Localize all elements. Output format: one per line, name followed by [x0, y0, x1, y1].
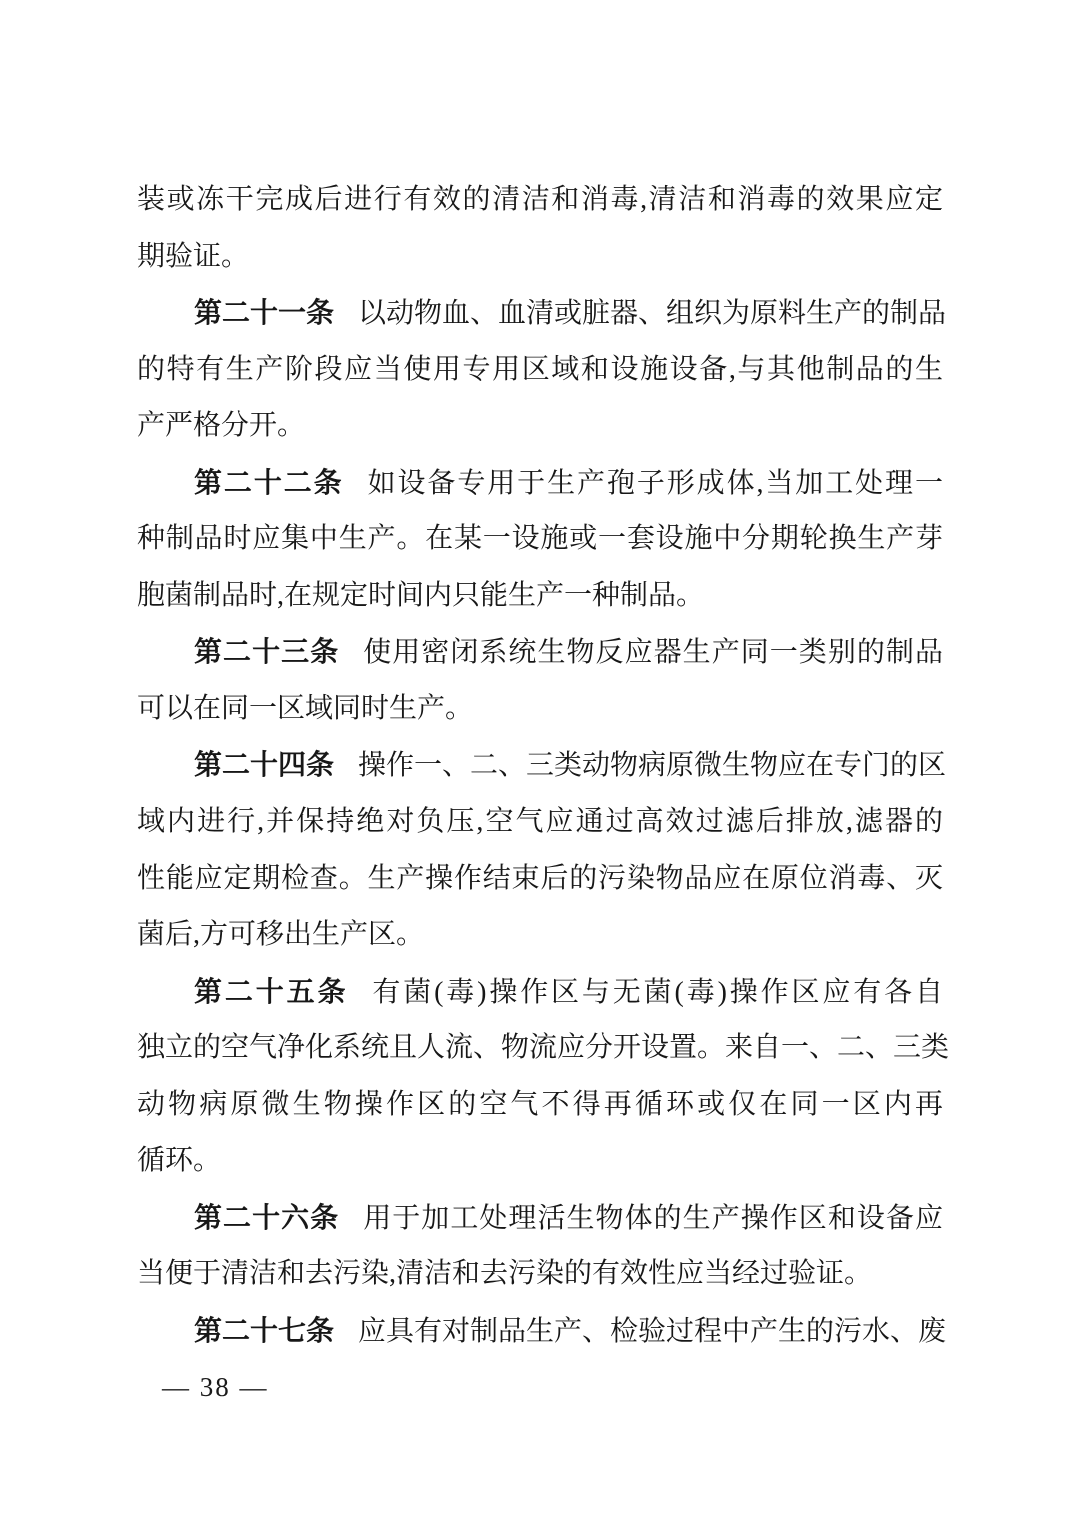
- text-line: [137, 342, 943, 399]
- text-line: [137, 681, 943, 738]
- line-text: 操作一、二、三类动物病原微生物应在专门的区: [358, 750, 947, 782]
- line-text: 期验证。: [137, 240, 250, 272]
- line-text: 的特有生产阶段应当使用专用区域和设施设备,与其他制品的生: [137, 353, 943, 385]
- line-text: 可以在同一区域同时生产。: [137, 692, 474, 724]
- article-number: 第二十三条: [194, 635, 340, 669]
- article-number: 第二十六条: [194, 1200, 340, 1234]
- article-number: 第二十七条: [194, 1313, 335, 1347]
- line-text: 用于加工处理活生物体的生产操作区和设备应: [363, 1202, 943, 1234]
- text-line: [137, 851, 943, 908]
- text-line: [137, 964, 943, 1021]
- line-text: 应具有对制品生产、检验过程中产生的污水、废: [358, 1315, 947, 1347]
- line-text: 独立的空气净化系统且人流、物流应分开设置。来自一、二、三类: [137, 1032, 950, 1064]
- line-text: 当便于清洁和去污染,清洁和去污染的有效性应当经过验证。: [137, 1258, 873, 1290]
- text-line: [137, 398, 943, 455]
- text-line: [137, 1303, 947, 1360]
- line-text: 胞菌制品时,在规定时间内只能生产一种制品。: [137, 579, 705, 611]
- text-line: [137, 907, 943, 964]
- article-number: 第二十五条: [194, 974, 349, 1008]
- document-body: [137, 172, 950, 1359]
- text-line: [137, 172, 943, 229]
- line-text: 有菌(毒)操作区与无菌(毒)操作区应有各自: [372, 976, 943, 1008]
- text-line: [137, 1190, 943, 1247]
- text-line: [137, 511, 943, 568]
- line-text: 动物病原微生物操作区的空气不得再循环或仅在同一区内再: [137, 1088, 943, 1120]
- line-text: 使用密闭系统生物反应器生产同一类别的制品: [363, 637, 943, 669]
- line-text: 如设备专用于生产孢子形成体,当加工处理一: [367, 467, 943, 499]
- text-line: [137, 794, 943, 851]
- text-line: [137, 568, 943, 625]
- page-number: — 38 —: [162, 1372, 269, 1402]
- line-text: 菌后,方可移出生产区。: [137, 919, 425, 951]
- text-line: [137, 1246, 943, 1303]
- line-text: 循环。: [137, 1145, 222, 1177]
- text-line: [137, 229, 943, 286]
- article-number: 第二十四条: [194, 748, 335, 782]
- line-text: 域内进行,并保持绝对负压,空气应通过高效过滤后排放,滤器的: [137, 806, 943, 838]
- text-line: [137, 737, 947, 794]
- text-line: [137, 455, 943, 512]
- line-text: 以动物血、血清或脏器、组织为原料生产的制品: [358, 298, 947, 330]
- text-line: [137, 285, 947, 342]
- text-line: [137, 1077, 943, 1134]
- text-line: [137, 624, 943, 681]
- text-line: [137, 1133, 943, 1190]
- line-text: 装或冻干完成后进行有效的清洁和消毒,清洁和消毒的效果应定: [137, 184, 943, 215]
- article-number: 第二十一条: [194, 296, 335, 330]
- line-text: 种制品时应集中生产。在某一设施或一套设施中分期轮换生产芽: [137, 523, 943, 555]
- line-text: 性能应定期检查。生产操作结束后的污染物品应在原位消毒、灭: [137, 862, 943, 894]
- text-line: [137, 1020, 950, 1077]
- line-text: 产严格分开。: [137, 410, 306, 442]
- article-number: 第二十二条: [194, 465, 344, 499]
